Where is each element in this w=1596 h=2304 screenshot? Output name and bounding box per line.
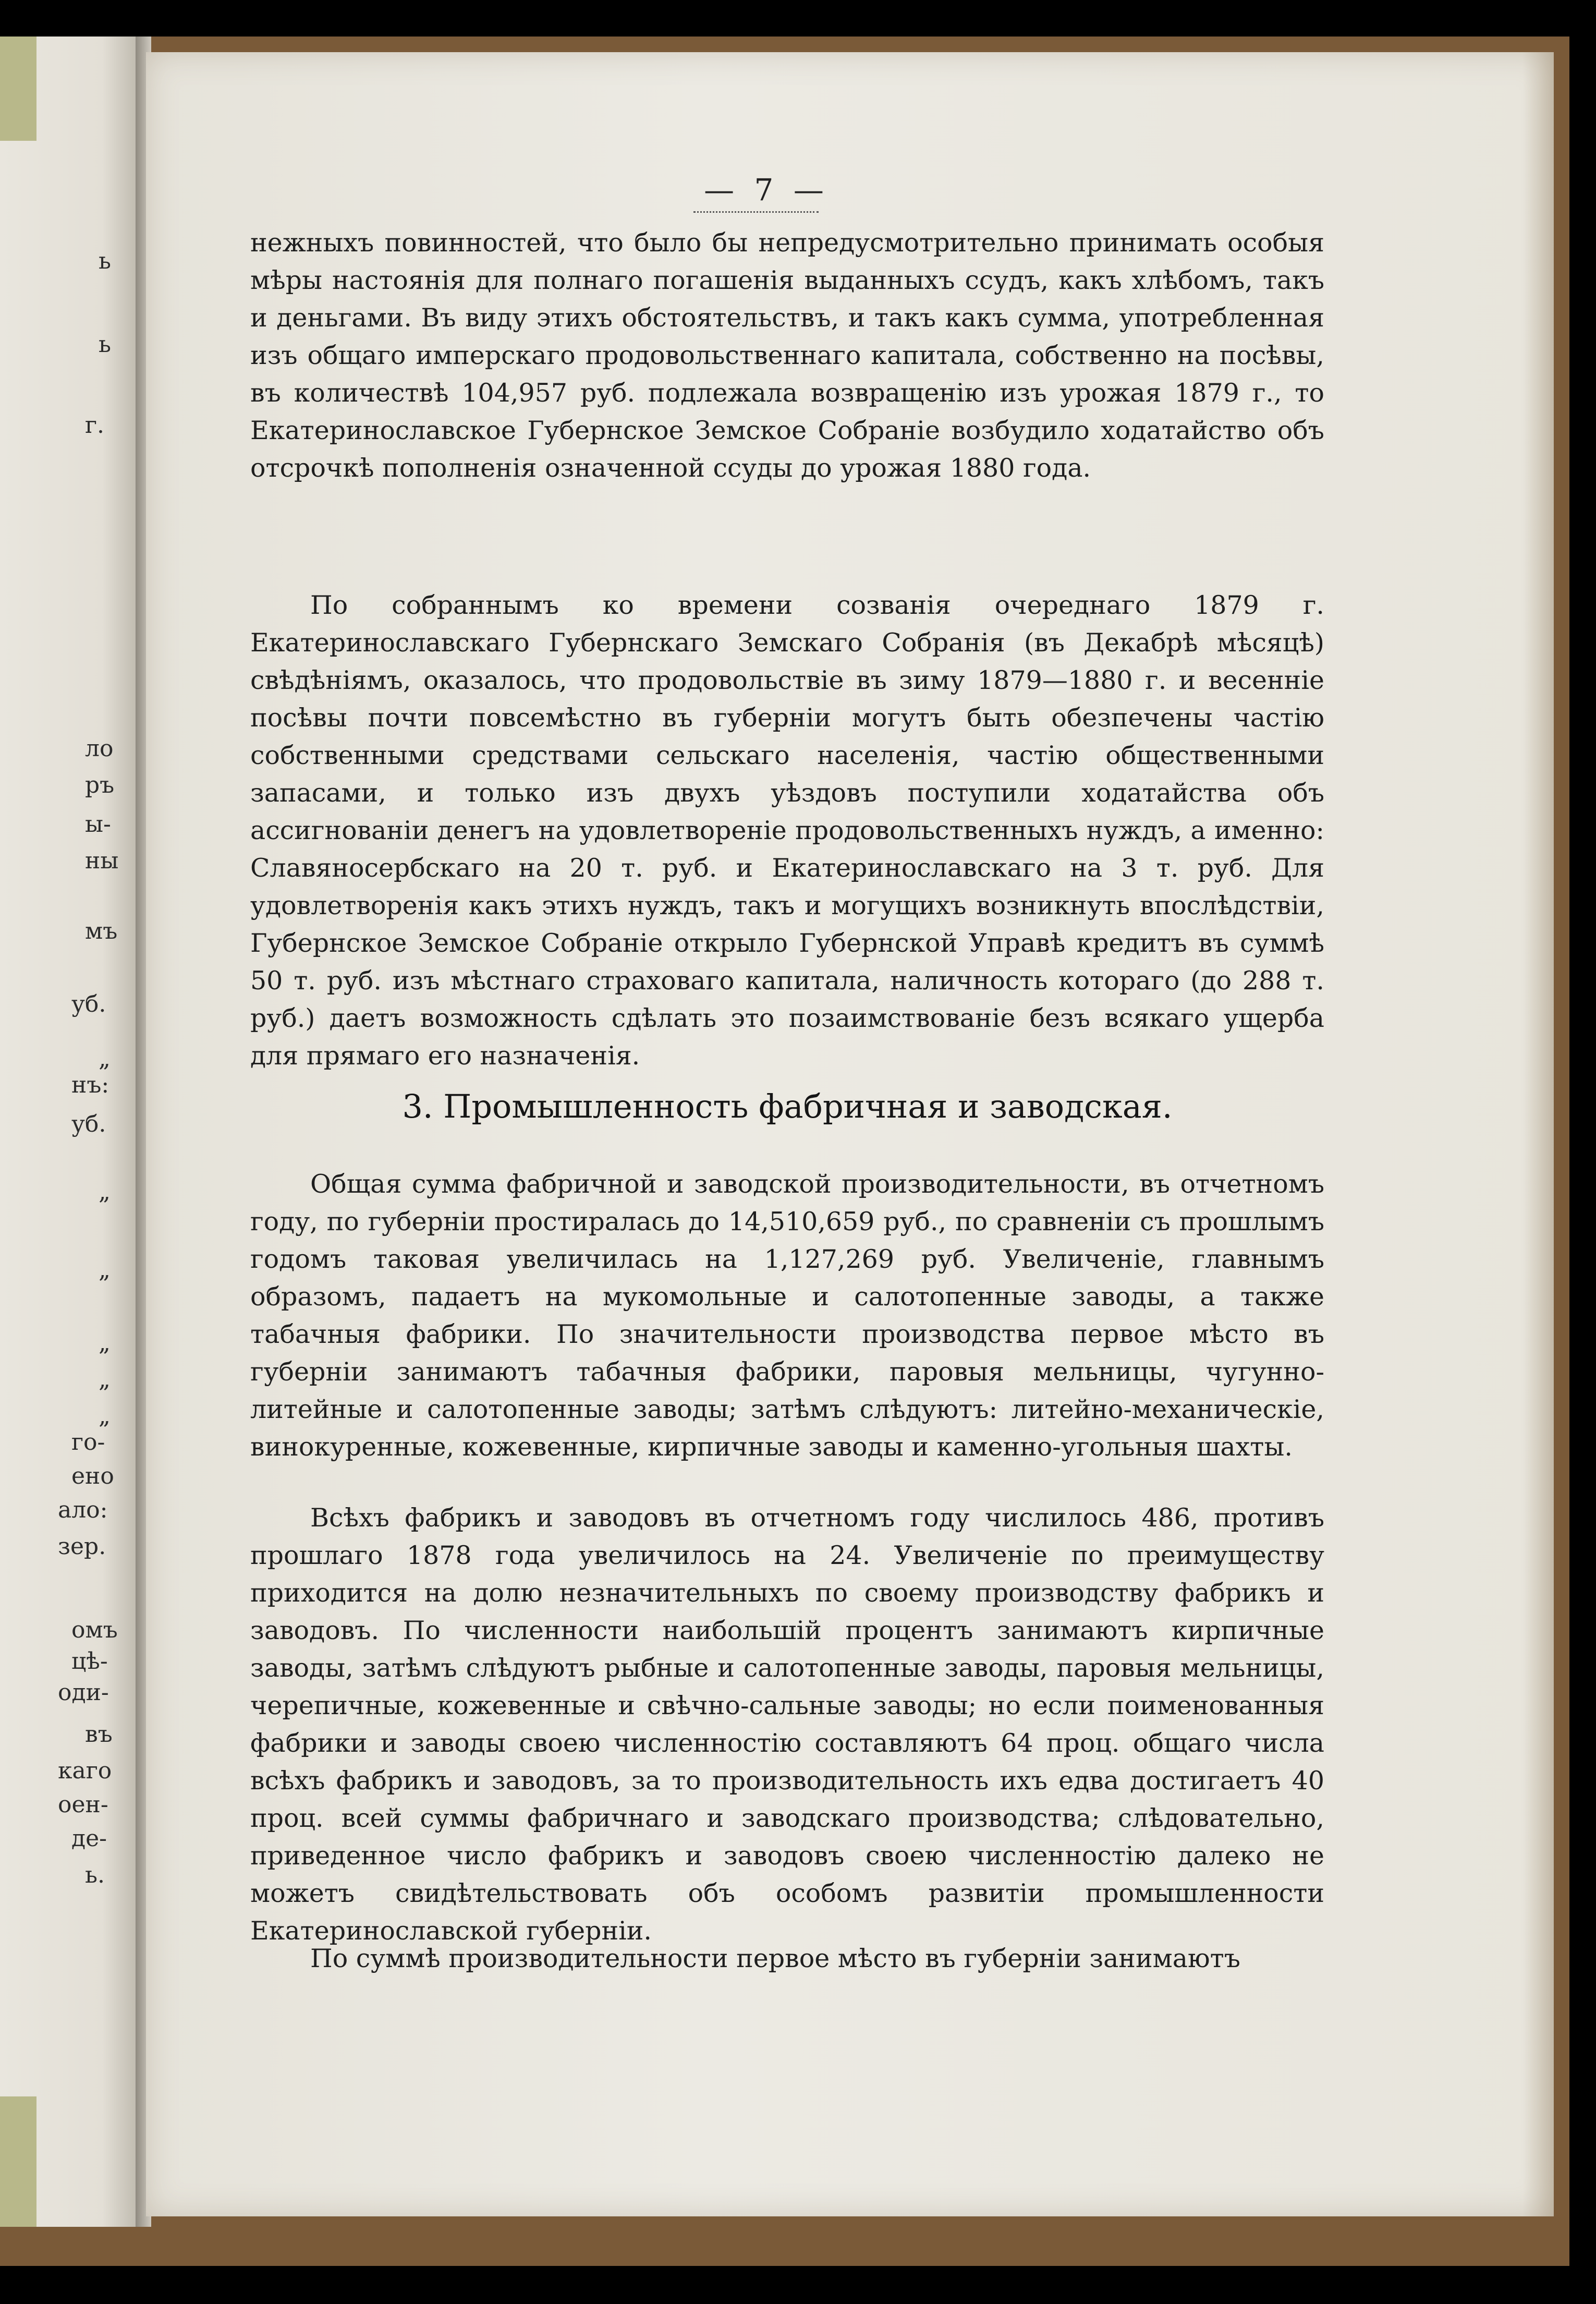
- left-page-fragment: ь.: [85, 1862, 105, 1888]
- left-page-fragment: „: [99, 1403, 111, 1429]
- spine-strip-bottom: [0, 2096, 36, 2227]
- right-page: [146, 52, 1554, 2216]
- left-page-fragment: цѣ-: [71, 1648, 108, 1675]
- left-page-fragment: го-: [71, 1429, 105, 1456]
- paragraph-3: Общая сумма фабричной и заводской производительности, въ отчетномъ году, по губерніи простиралась до 14,510,659 руб., по сравненіи съ прошлымъ годомъ таковая увеличилась на 1,127,269 руб. Увеличеніе, главнымъ образомъ, падаетъ на мукомольные и салотопенные заводы, а также табачныя фабрики. По значительности производства первое мѣсто въ губерніи занимаютъ табачныя фабрики, паровыя мельницы, чугунно-литейные и салотопенные заводы; затѣмъ слѣдуютъ: литейно-механическіе, винокуренные, кожевенные, кирпичные заводы и каменно-угольныя шахты.: [250, 1169, 1324, 1462]
- left-page-fragment: ь: [99, 331, 111, 358]
- left-page-fragment: омъ: [71, 1617, 118, 1643]
- left-page-fragment: „: [99, 1366, 111, 1393]
- left-page: [0, 37, 146, 2227]
- page-number-rule: [693, 211, 819, 213]
- left-page-fragment: уб.: [71, 1111, 106, 1137]
- left-page-fragment: каго: [58, 1757, 112, 1784]
- left-page-fragment: мъ: [85, 918, 118, 944]
- left-page-fragment: ы-: [85, 811, 111, 838]
- left-page-fragment: ны: [85, 847, 119, 874]
- paragraph-1: нежныхъ повинностей, что было бы непредусмотрительно принимать особыя мѣры настоянія для полнаго погашенія выданныхъ ссудъ, какъ хлѣбомъ, такъ и деньгами. Въ виду этихъ обстоятельствъ, и такъ какъ сумма, употребленная изъ общаго имперскаго продовольственнаго капитала, собственно на посѣвы, въ количествѣ 104,957 руб. подлежала возвращенію изъ урожая 1879 г., то Екатеринославское Губернское Земское Собраніе возбудило ходатайство объ отсрочкѣ пополненія означенной ссуды до урожая 1880 года.: [250, 228, 1324, 483]
- left-page-fragment: оен-: [58, 1791, 108, 1818]
- left-page-fragment: „: [99, 1179, 111, 1205]
- section-heading: 3. Промышленность фабричная и заводская.: [402, 1087, 1173, 1125]
- left-page-fragment: уб.: [71, 991, 106, 1017]
- left-page-fragment: ено: [71, 1463, 114, 1489]
- paragraph-5: По суммѣ производительности первое мѣсто въ губерніи занимаютъ: [310, 1944, 1240, 1973]
- left-page-fragment: въ: [85, 1721, 113, 1748]
- left-page-fragment: „: [99, 1330, 111, 1356]
- paragraph-2: По собраннымъ ко времени созванія очереднаго 1879 г. Екатеринославскаго Губернскаго Земскаго Собранія (въ Декабрѣ мѣсяцѣ) свѣдѣніямъ, оказалось, что продовольствіе въ зиму 1879—1880 г. и весенніе посѣвы почти повсемѣстно въ губерніи могутъ быть обезпечены частію собственными средствами сельскаго населенія, частію общественными запасами, и только изъ двухъ уѣздовъ поступили ходатайства объ ассигнованіи денегъ на удовлетвореніе продовольственныхъ нуждъ, а именно: Славяносербскаго на 20 т. руб. и Екатеринославскаго на 3 т. руб. Для удовлетворенія какъ этихъ нуждъ, такъ и могущихъ возникнуть впослѣдствіи, Губернское Земское Собраніе открыло Губернской Управѣ кредитъ въ суммѣ 50 т. руб. изъ мѣстнаго страховаго капитала, наличность котораго (до 288 т. руб.) даетъ возможность сдѣлать это позаимствованіе безъ всякаго ущерба для прямаго его назначенія.: [250, 590, 1324, 1071]
- left-page-fragment: ръ: [85, 772, 115, 798]
- left-page-fragment: „: [99, 1257, 111, 1283]
- left-page-fragment: ало:: [58, 1497, 108, 1523]
- left-page-fragment: ь: [99, 248, 111, 274]
- left-page-fragment: нъ:: [71, 1072, 109, 1098]
- page-edge: [1522, 52, 1554, 2216]
- left-page-fragment: ло: [85, 735, 114, 762]
- paragraph-4: Всѣхъ фабрикъ и заводовъ въ отчетномъ году числилось 486, противъ прошлаго 1878 года увеличилось на 24. Увеличеніе по преимуществу приходится на долю незначительныхъ по своему производству фабрикъ и заводовъ. По численности наибольшій процентъ занимаютъ кирпичные заводы, затѣмъ слѣдуютъ рыбные и салотопенные заводы, паровыя мельницы, черепичные, кожевенные и свѣчно-сальные заводы; но если поименованныя фабрики и заводы своею численностію составляютъ 64 проц. общаго числа всѣхъ фабрикъ и заводовъ, за то производительность ихъ едва достигаетъ 40 проц. всей суммы фабричнаго и заводскаго производства; слѣдовательно, приведенное число фабрикъ и заводовъ своею численностію далеко не можетъ свидѣтельствовать объ особомъ развитіи промышленности Екатеринославской губерніи.: [250, 1503, 1324, 1946]
- page-number: — 7 —: [704, 172, 829, 208]
- left-page-fragment: г.: [85, 412, 105, 439]
- spine-strip-top: [0, 37, 36, 141]
- left-page-fragment: „: [99, 1046, 111, 1072]
- left-page-fragment: оди-: [58, 1679, 109, 1706]
- left-page-fragment: де-: [71, 1825, 107, 1852]
- left-page-fragment: зер.: [58, 1533, 106, 1560]
